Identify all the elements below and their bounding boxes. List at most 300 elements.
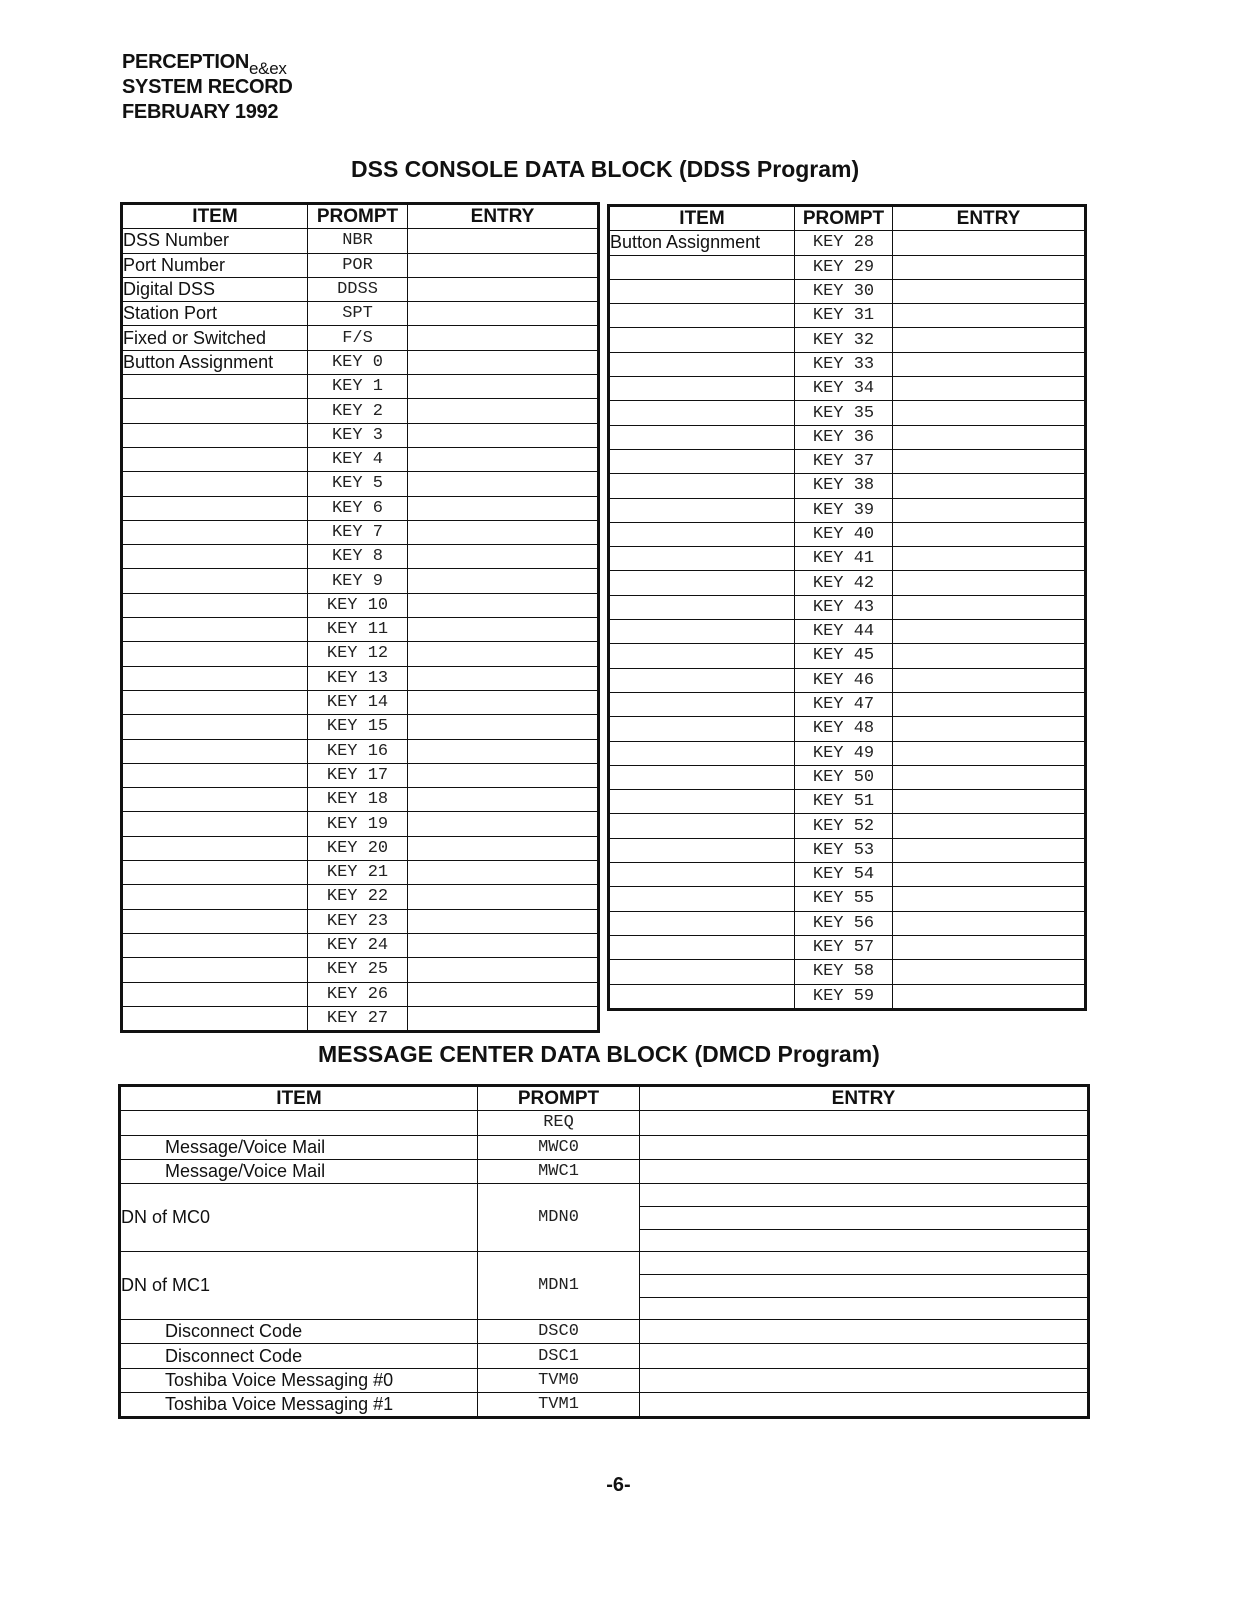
item-cell: Message/Voice Mail [120, 1135, 478, 1159]
entry-cell[interactable] [893, 717, 1086, 741]
item-cell [609, 377, 795, 401]
prompt-cell: MWC0 [478, 1135, 640, 1159]
table-row [609, 231, 1086, 255]
item-cell [609, 449, 795, 473]
item-cell: Button Assignment [609, 231, 795, 255]
table-row [122, 350, 599, 374]
table-row [609, 644, 1086, 668]
item-cell [609, 425, 795, 449]
prompt-cell: MDN1 [478, 1252, 640, 1320]
entry-line[interactable] [640, 1275, 1087, 1298]
entry-cell[interactable] [408, 690, 599, 714]
prompt-cell: KEY 10 [308, 593, 408, 617]
column-header-prompt: PROMPT [795, 206, 893, 231]
table-row [120, 1135, 1089, 1159]
entry-cell[interactable] [408, 618, 599, 642]
table-row [122, 326, 599, 350]
table-row [609, 984, 1086, 1009]
entry-cell[interactable] [408, 593, 599, 617]
entry-cell[interactable] [893, 231, 1086, 255]
table-row [609, 717, 1086, 741]
table-row [122, 836, 599, 860]
item-cell: Toshiba Voice Messaging #1 [120, 1393, 478, 1418]
column-header-prompt: PROMPT [308, 204, 408, 229]
entry-cell[interactable] [408, 715, 599, 739]
item-cell [122, 618, 308, 642]
prompt-cell: KEY 24 [308, 933, 408, 957]
table-row [122, 642, 599, 666]
table-row [122, 958, 599, 982]
entry-cell[interactable] [893, 911, 1086, 935]
table-row [609, 692, 1086, 716]
table-row [122, 593, 599, 617]
entry-cell[interactable] [893, 741, 1086, 765]
item-cell [120, 1111, 478, 1135]
item-cell [609, 765, 795, 789]
entry-cell[interactable] [893, 595, 1086, 619]
item-cell [609, 328, 795, 352]
system-record-line: SYSTEM RECORD [122, 76, 293, 98]
table-row [609, 838, 1086, 862]
entry-cell[interactable] [640, 1320, 1089, 1344]
table-row [609, 863, 1086, 887]
entry-cell[interactable] [640, 1111, 1089, 1135]
entry-line[interactable] [640, 1207, 1087, 1230]
table-row [120, 1159, 1089, 1183]
entry-cell[interactable] [408, 447, 599, 471]
table-row [122, 1006, 599, 1031]
table-row [609, 449, 1086, 473]
table-row [122, 399, 599, 423]
dss-section-title: DSS CONSOLE DATA BLOCK (DDSS Program) [351, 156, 860, 182]
table-row [609, 960, 1086, 984]
item-cell [122, 642, 308, 666]
item-cell [609, 814, 795, 838]
document-header [122, 50, 293, 125]
prompt-cell: KEY 39 [795, 498, 893, 522]
prompt-cell: DSC0 [478, 1320, 640, 1344]
prompt-cell: KEY 42 [795, 571, 893, 595]
prompt-cell: KEY 48 [795, 717, 893, 741]
table-row [122, 229, 599, 253]
table-row [609, 911, 1086, 935]
item-cell: Disconnect Code [120, 1320, 478, 1344]
table-row [122, 763, 599, 787]
entry-cell[interactable] [893, 474, 1086, 498]
entry-cell[interactable] [408, 423, 599, 447]
entry-cell[interactable] [893, 279, 1086, 303]
prompt-cell: KEY 20 [308, 836, 408, 860]
prompt-cell: KEY 3 [308, 423, 408, 447]
mc-section-title: MESSAGE CENTER DATA BLOCK (DMCD Program) [318, 1041, 880, 1067]
item-cell [609, 304, 795, 328]
table-row [122, 277, 599, 301]
entry-cell[interactable] [408, 229, 599, 253]
prompt-cell: KEY 32 [795, 328, 893, 352]
prompt-cell: KEY 2 [308, 399, 408, 423]
message-center-table [118, 1084, 1090, 1419]
table-row [122, 302, 599, 326]
item-cell [609, 692, 795, 716]
table-row [122, 520, 599, 544]
table-row [609, 377, 1086, 401]
entry-cell[interactable] [408, 326, 599, 350]
item-cell: Port Number [122, 253, 308, 277]
table-row [122, 690, 599, 714]
item-cell [122, 447, 308, 471]
entry-cell[interactable] [408, 788, 599, 812]
prompt-cell: F/S [308, 326, 408, 350]
prompt-cell: KEY 29 [795, 255, 893, 279]
brand-line [122, 50, 293, 78]
prompt-cell: DSC1 [478, 1344, 640, 1368]
table-row [122, 375, 599, 399]
prompt-cell: KEY 17 [308, 763, 408, 787]
prompt-cell: KEY 30 [795, 279, 893, 303]
entry-cell[interactable] [408, 545, 599, 569]
prompt-cell: KEY 6 [308, 496, 408, 520]
table-row [609, 304, 1086, 328]
table-row [120, 1184, 1089, 1252]
entry-cell[interactable] [893, 644, 1086, 668]
item-cell [609, 887, 795, 911]
entry-cell[interactable] [640, 1344, 1089, 1368]
entry-cell[interactable] [893, 304, 1086, 328]
entry-cell[interactable] [408, 350, 599, 374]
prompt-cell: KEY 7 [308, 520, 408, 544]
item-cell: DN of MC1 [120, 1252, 478, 1320]
page-number: -6- [606, 1474, 631, 1496]
entry-lines [640, 1184, 1087, 1251]
prompt-cell: KEY 23 [308, 909, 408, 933]
entry-cell[interactable] [893, 838, 1086, 862]
prompt-cell: KEY 27 [308, 1006, 408, 1031]
prompt-cell: POR [308, 253, 408, 277]
entry-cell[interactable] [408, 399, 599, 423]
entry-cell[interactable] [893, 328, 1086, 352]
column-header-item: ITEM [122, 204, 308, 229]
brand-name: PERCEPTION [122, 51, 250, 73]
entry-cell[interactable] [408, 375, 599, 399]
table-row [609, 352, 1086, 376]
entry-cell[interactable] [893, 935, 1086, 959]
entry-cell[interactable] [893, 692, 1086, 716]
item-cell [609, 717, 795, 741]
item-cell [609, 571, 795, 595]
prompt-cell: TVM1 [478, 1393, 640, 1418]
prompt-cell: KEY 35 [795, 401, 893, 425]
item-cell [122, 788, 308, 812]
prompt-cell: KEY 11 [308, 618, 408, 642]
item-cell [122, 690, 308, 714]
entry-cell[interactable] [893, 765, 1086, 789]
table-row [609, 595, 1086, 619]
entry-line[interactable] [640, 1252, 1087, 1275]
table-row [120, 1252, 1089, 1320]
entry-cell[interactable] [893, 449, 1086, 473]
table-row [120, 1368, 1089, 1392]
prompt-cell: KEY 40 [795, 522, 893, 546]
entry-cell[interactable] [893, 377, 1086, 401]
entry-cell[interactable] [640, 1393, 1089, 1418]
item-cell: DSS Number [122, 229, 308, 253]
item-cell [609, 352, 795, 376]
entry-cell[interactable] [893, 984, 1086, 1009]
entry-cell[interactable] [893, 668, 1086, 692]
prompt-cell: KEY 56 [795, 911, 893, 935]
prompt-cell: KEY 54 [795, 863, 893, 887]
prompt-cell: MWC1 [478, 1159, 640, 1183]
item-cell [122, 909, 308, 933]
prompt-cell: NBR [308, 229, 408, 253]
entry-line[interactable] [640, 1184, 1087, 1207]
entry-cell[interactable] [408, 642, 599, 666]
prompt-cell: KEY 36 [795, 425, 893, 449]
item-cell [609, 595, 795, 619]
table-row [609, 425, 1086, 449]
prompt-cell: REQ [478, 1111, 640, 1135]
entry-cell[interactable] [640, 1252, 1089, 1320]
table-row [609, 474, 1086, 498]
entry-cell[interactable] [408, 569, 599, 593]
table-row [122, 253, 599, 277]
prompt-cell: KEY 28 [795, 231, 893, 255]
item-cell [609, 401, 795, 425]
prompt-cell: KEY 49 [795, 741, 893, 765]
entry-cell[interactable] [893, 255, 1086, 279]
table-row [609, 498, 1086, 522]
item-cell [122, 739, 308, 763]
entry-cell[interactable] [893, 425, 1086, 449]
prompt-cell: KEY 18 [308, 788, 408, 812]
prompt-cell: KEY 45 [795, 644, 893, 668]
date-line: FEBRUARY 1992 [122, 101, 279, 123]
table-row [609, 765, 1086, 789]
table-row [122, 861, 599, 885]
entry-cell[interactable] [893, 498, 1086, 522]
entry-cell[interactable] [893, 401, 1086, 425]
entry-cell[interactable] [408, 277, 599, 301]
entry-cell[interactable] [408, 739, 599, 763]
table-row [609, 328, 1086, 352]
entry-cell[interactable] [640, 1135, 1089, 1159]
table-row [120, 1344, 1089, 1368]
table-row [609, 814, 1086, 838]
item-cell [122, 593, 308, 617]
item-cell [609, 279, 795, 303]
entry-cell[interactable] [408, 666, 599, 690]
table-row [120, 1320, 1089, 1344]
prompt-cell: KEY 22 [308, 885, 408, 909]
column-header-item: ITEM [609, 206, 795, 231]
table-row [122, 933, 599, 957]
entry-cell[interactable] [408, 520, 599, 544]
prompt-cell: KEY 16 [308, 739, 408, 763]
table-row [122, 496, 599, 520]
item-cell [122, 375, 308, 399]
item-cell [122, 520, 308, 544]
entry-line[interactable] [640, 1230, 1087, 1252]
item-cell [609, 498, 795, 522]
prompt-cell: KEY 33 [795, 352, 893, 376]
table-row [609, 935, 1086, 959]
prompt-cell: MDN0 [478, 1184, 640, 1252]
item-cell [609, 911, 795, 935]
item-cell [122, 423, 308, 447]
dss-left-table [120, 202, 600, 1033]
prompt-cell: KEY 50 [795, 765, 893, 789]
table-row [122, 423, 599, 447]
item-cell: Disconnect Code [120, 1344, 478, 1368]
table-row [609, 790, 1086, 814]
entry-cell[interactable] [893, 814, 1086, 838]
prompt-cell: KEY 25 [308, 958, 408, 982]
table-row [122, 666, 599, 690]
table-row [122, 715, 599, 739]
item-cell [609, 790, 795, 814]
entry-cell[interactable] [893, 620, 1086, 644]
entry-cell[interactable] [408, 763, 599, 787]
entry-cell[interactable] [408, 496, 599, 520]
prompt-cell: KEY 13 [308, 666, 408, 690]
entry-cell[interactable] [408, 472, 599, 496]
prompt-cell: KEY 46 [795, 668, 893, 692]
item-cell [609, 644, 795, 668]
entry-cell[interactable] [893, 352, 1086, 376]
item-cell: Digital DSS [122, 277, 308, 301]
item-cell [122, 1006, 308, 1031]
entry-cell[interactable] [640, 1159, 1089, 1183]
item-cell [122, 763, 308, 787]
table-header-row [120, 1086, 1089, 1111]
column-header-entry: ENTRY [893, 206, 1086, 231]
table-row [122, 447, 599, 471]
prompt-cell: KEY 26 [308, 982, 408, 1006]
prompt-cell: KEY 12 [308, 642, 408, 666]
item-cell [609, 935, 795, 959]
prompt-cell: KEY 4 [308, 447, 408, 471]
item-cell [609, 960, 795, 984]
entry-cell[interactable] [640, 1368, 1089, 1392]
entry-cell[interactable] [640, 1184, 1089, 1252]
table-row [120, 1393, 1089, 1418]
table-row [609, 571, 1086, 595]
entry-cell[interactable] [893, 571, 1086, 595]
dss-right-table [607, 204, 1087, 1011]
prompt-cell: KEY 31 [795, 304, 893, 328]
prompt-cell: KEY 55 [795, 887, 893, 911]
item-cell [609, 620, 795, 644]
entry-cell[interactable] [408, 1006, 599, 1031]
entry-cell[interactable] [408, 253, 599, 277]
table-row [609, 522, 1086, 546]
entry-cell[interactable] [893, 887, 1086, 911]
item-cell [122, 982, 308, 1006]
prompt-cell: KEY 37 [795, 449, 893, 473]
table-row [609, 741, 1086, 765]
entry-cell[interactable] [893, 522, 1086, 546]
prompt-cell: KEY 53 [795, 838, 893, 862]
entry-cell[interactable] [408, 836, 599, 860]
table-row [609, 668, 1086, 692]
prompt-cell: KEY 47 [795, 692, 893, 716]
item-cell [122, 496, 308, 520]
table-row [609, 547, 1086, 571]
item-cell [122, 836, 308, 860]
prompt-cell: KEY 19 [308, 812, 408, 836]
prompt-cell: KEY 44 [795, 620, 893, 644]
entry-cell[interactable] [408, 909, 599, 933]
item-cell: Button Assignment [122, 350, 308, 374]
item-cell [122, 715, 308, 739]
prompt-cell: TVM0 [478, 1368, 640, 1392]
table-row [120, 1111, 1089, 1135]
prompt-cell: KEY 34 [795, 377, 893, 401]
table-row [122, 909, 599, 933]
column-header-item: ITEM [120, 1086, 478, 1111]
item-cell: Toshiba Voice Messaging #0 [120, 1368, 478, 1392]
item-cell [609, 474, 795, 498]
table-row [609, 255, 1086, 279]
item-cell [122, 861, 308, 885]
item-cell: Station Port [122, 302, 308, 326]
item-cell [609, 668, 795, 692]
table-row [122, 788, 599, 812]
item-cell [609, 984, 795, 1009]
item-cell: Message/Voice Mail [120, 1159, 478, 1183]
prompt-cell: KEY 38 [795, 474, 893, 498]
entry-cell[interactable] [408, 933, 599, 957]
table-row [122, 812, 599, 836]
item-cell [609, 741, 795, 765]
item-cell [122, 812, 308, 836]
entry-cell[interactable] [893, 960, 1086, 984]
prompt-cell: KEY 5 [308, 472, 408, 496]
item-cell [122, 399, 308, 423]
prompt-cell: KEY 59 [795, 984, 893, 1009]
entry-cell[interactable] [408, 302, 599, 326]
entry-line[interactable] [640, 1298, 1087, 1320]
prompt-cell: KEY 58 [795, 960, 893, 984]
column-header-entry: ENTRY [640, 1086, 1089, 1111]
item-cell: DN of MC0 [120, 1184, 478, 1252]
entry-cell[interactable] [408, 982, 599, 1006]
prompt-cell: KEY 43 [795, 595, 893, 619]
prompt-cell: KEY 15 [308, 715, 408, 739]
prompt-cell: KEY 8 [308, 545, 408, 569]
entry-cell[interactable] [893, 790, 1086, 814]
column-header-prompt: PROMPT [478, 1086, 640, 1111]
brand-suffix: e&ex [249, 59, 287, 78]
item-cell [122, 958, 308, 982]
entry-cell[interactable] [893, 863, 1086, 887]
entry-cell[interactable] [408, 861, 599, 885]
prompt-cell: KEY 21 [308, 861, 408, 885]
table-row [609, 279, 1086, 303]
column-header-entry: ENTRY [408, 204, 599, 229]
table-row [609, 887, 1086, 911]
table-row [122, 472, 599, 496]
entry-cell[interactable] [893, 547, 1086, 571]
item-cell [609, 522, 795, 546]
item-cell [609, 255, 795, 279]
entry-cell[interactable] [408, 958, 599, 982]
prompt-cell: KEY 0 [308, 350, 408, 374]
entry-lines [640, 1252, 1087, 1319]
entry-cell[interactable] [408, 812, 599, 836]
item-cell [122, 885, 308, 909]
entry-cell[interactable] [408, 885, 599, 909]
